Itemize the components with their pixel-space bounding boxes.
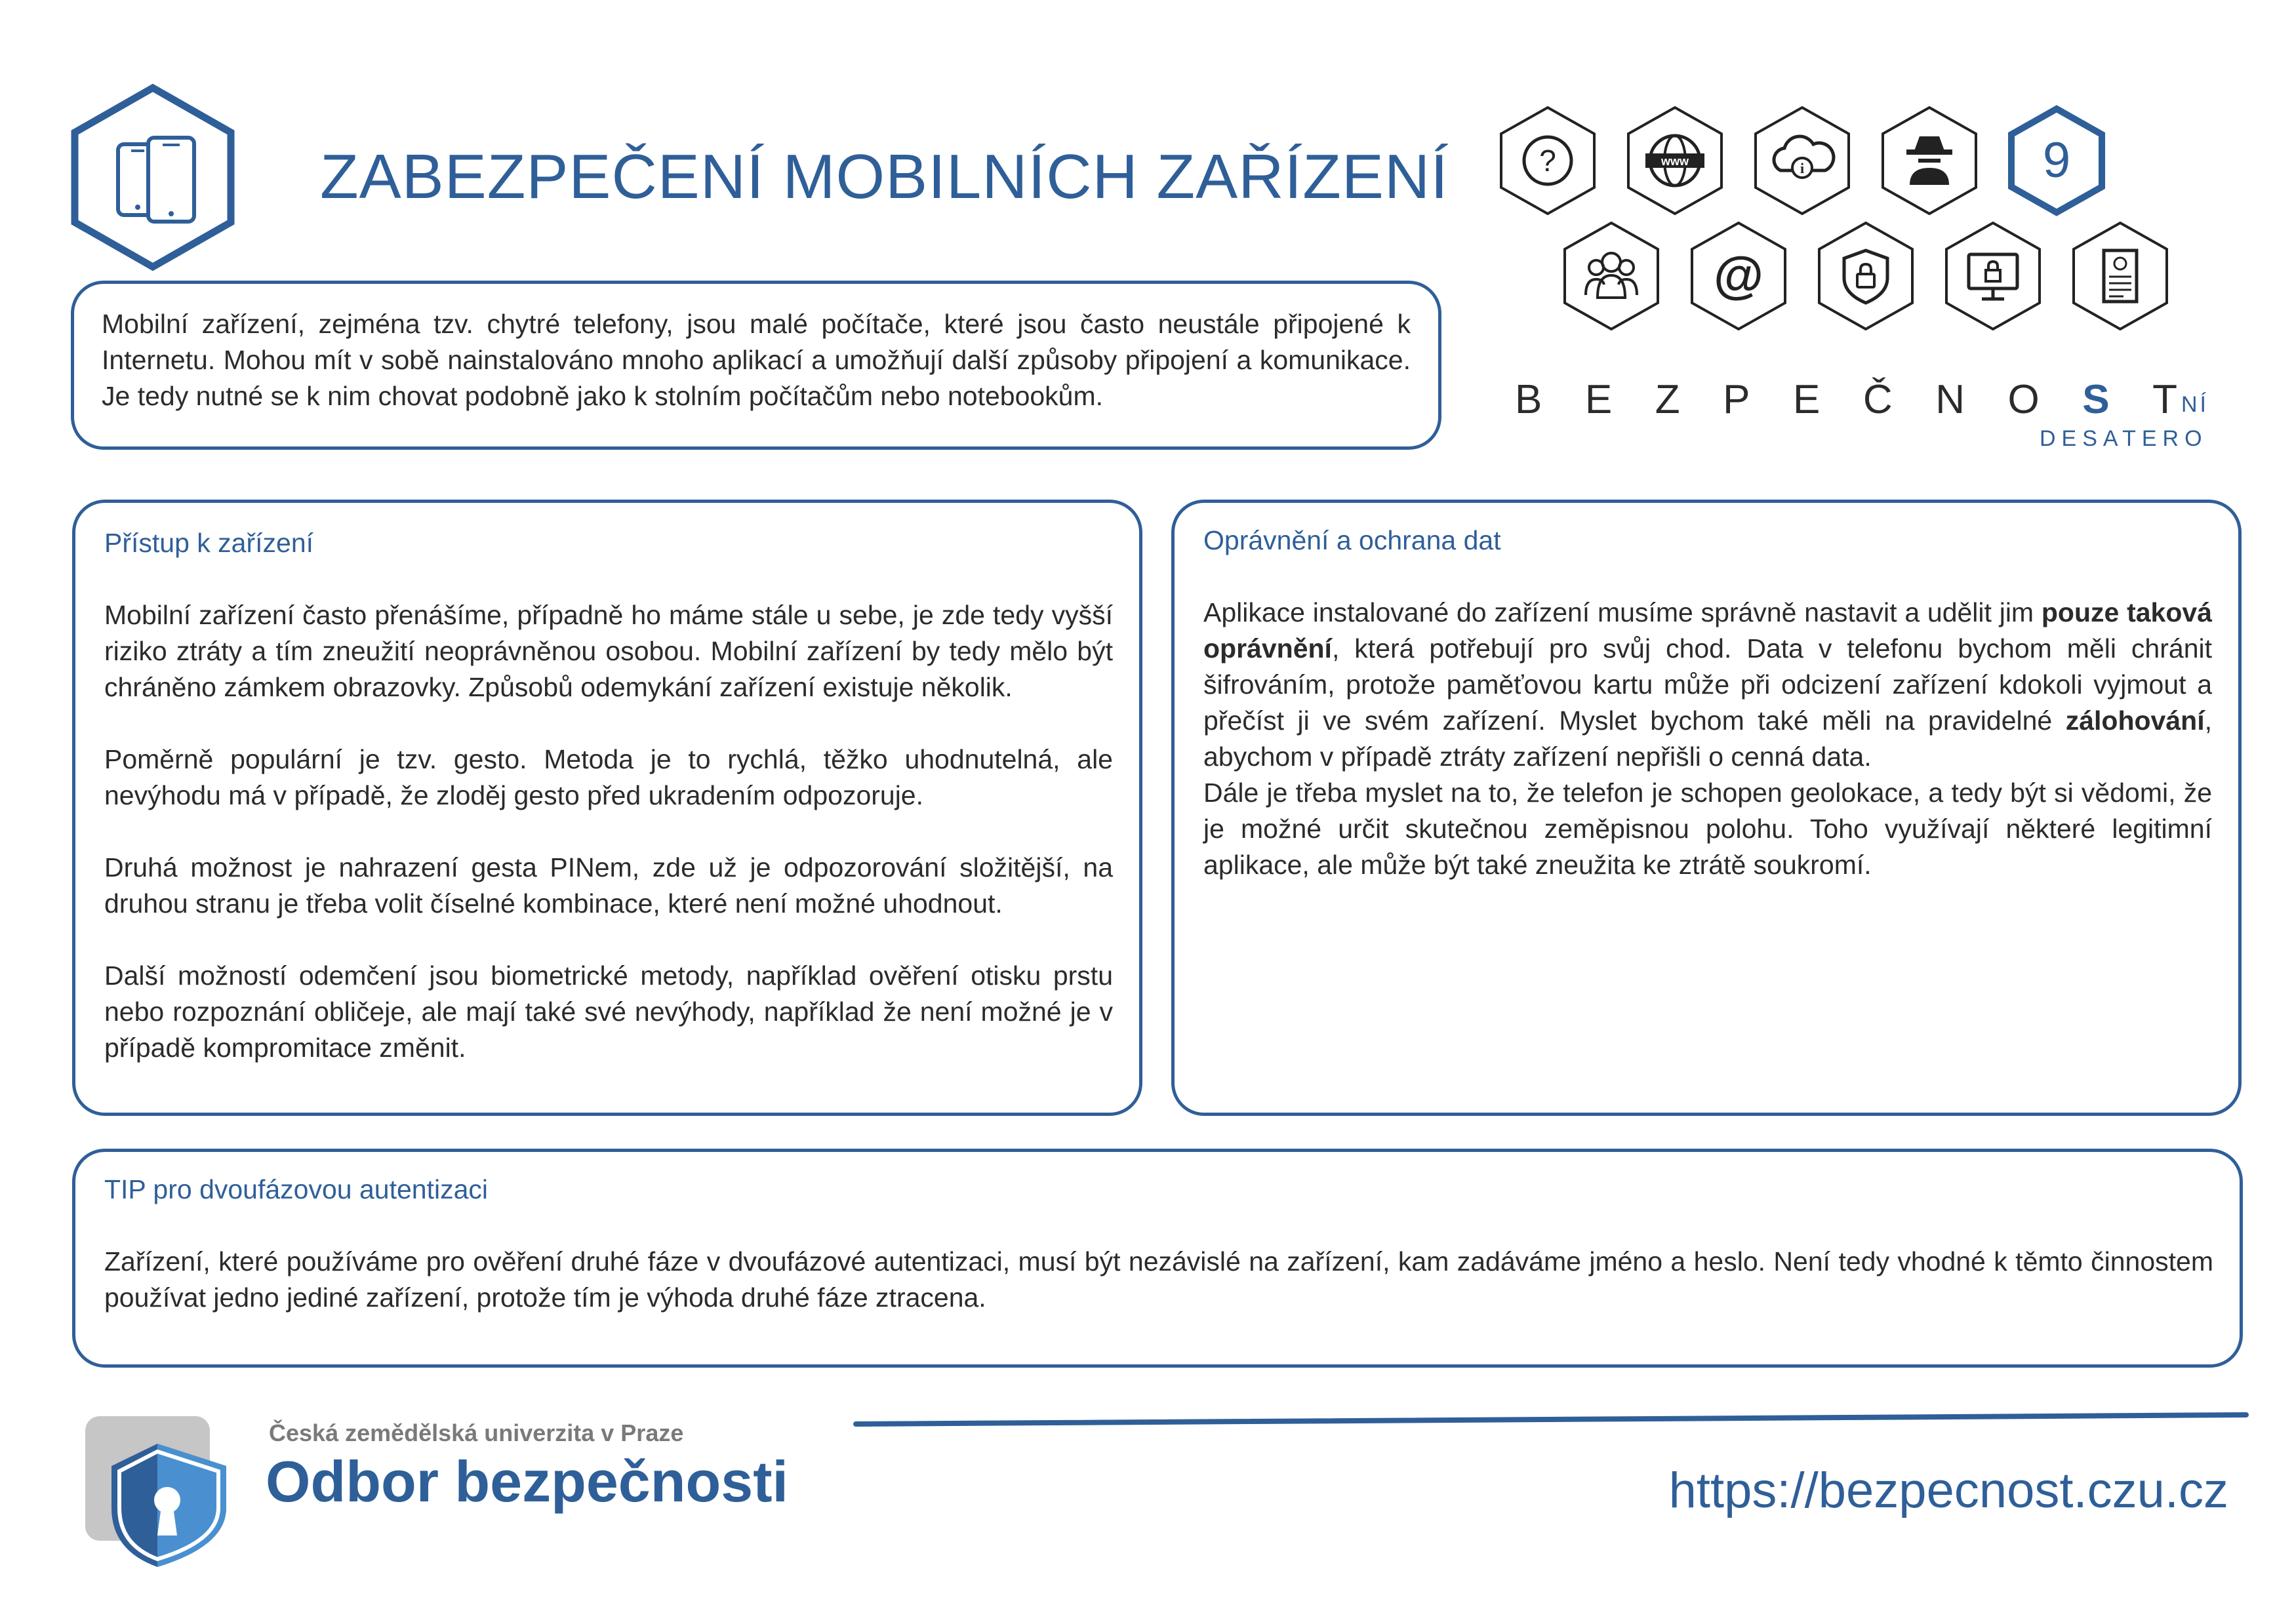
brand-suffix: NÍ (2181, 392, 2209, 417)
brand-letter: Z (1655, 377, 1680, 422)
paragraph: Další možností odemčení jsou biometrické metody, například ověření otisku prstu nebo rozpoznání obličeje, ale mají také své nevýhody, například že není možné je v případě kompromitace změnit. (104, 961, 1113, 1063)
university-name: Česká zemědělská univerzita v Praze (269, 1419, 684, 1446)
svg-text:9: 9 (2042, 132, 2071, 188)
brand-letter: E (1584, 377, 1613, 422)
emphasis: pouze taková oprávnění (1203, 597, 2213, 663)
brand-letter: Č (1862, 377, 1893, 422)
www-globe-icon (1626, 105, 1724, 216)
brand-letter: P (1723, 377, 1750, 422)
document-certificate-icon (2071, 220, 2169, 332)
brand-letter-highlight: S (2082, 377, 2110, 422)
section-title: TIP pro dvoufázovou autentizaci (104, 1174, 488, 1204)
brand-letter: T (2152, 377, 2177, 422)
tip-section (72, 1149, 2243, 1368)
brand-letter: B (1515, 377, 1542, 422)
cloud-info-icon (1753, 105, 1851, 216)
intro-text: Mobilní zařízení, zejména tzv. chytré telefony, jsou malé počítače, které jsou často neustále připojené k Internetu. Mohou mít v sobě nainstalováno mnoho aplikací a umožňují další způsoby připojení a komunikace. Je tedy nutné se k nim chovat podobně jako k stolním počítačům nebo notebookům. (102, 309, 1411, 411)
brand-letter: N (1935, 377, 1965, 422)
paragraph: Poměrně populární je tzv. gesto. Metoda je to rychlá, těžko uhodnutelná, ale nevýhodu má v případě, že zloděj gesto před ukradením odpozoruje. (104, 744, 1113, 810)
topic-badges (1499, 105, 2187, 334)
monitor-lock-icon (1944, 220, 2042, 332)
group-people-icon (1562, 220, 1660, 332)
svg-text:?: ? (1539, 144, 1556, 178)
at-sign-icon (1689, 220, 1788, 332)
department-name: Odbor bezpečnosti (266, 1449, 788, 1514)
svg-text:www: www (1660, 155, 1689, 168)
footer-divider (853, 1410, 2249, 1429)
paragraph: Zařízení, které používáme pro ověření druhé fáze v dvoufázové autentizaci, musí být nezávislé na zařízení, kam zadáváme jméno a heslo. Není tedy vhodné k těmto činnostem používat jedno jediné zařízení, protože tím je výhoda druhé fáze ztracena. (104, 1246, 2213, 1313)
paragraph: Druhá možnost je nahrazení gesta PINem, zde už je odpozorování složitější, na druhou stranu je třeba volit číselné kombinace, které není možné uhodnout. (104, 852, 1113, 919)
brand-wordmark (1515, 374, 2177, 426)
paragraph: Dále je třeba myslet na to, že telefon je schopen geolokace, a tedy být si vědomi, že je možné určit skutečnou zeměpisnou polohu. Toho využívají některé legitimní aplikace, ale může být také zneužita ke ztrátě soukromí. (1203, 778, 2212, 880)
svg-text:@: @ (1713, 246, 1764, 304)
intro-box (71, 281, 1441, 450)
mobile-devices-icon (71, 84, 235, 271)
emphasis: zálohování (2065, 705, 2205, 736)
brand-letter: O (2007, 377, 2040, 422)
section-title: Přístup k zařízení (104, 528, 314, 558)
question-icon (1499, 105, 1597, 216)
permissions-section (1171, 500, 2242, 1116)
svg-text:i: i (1800, 160, 1805, 176)
section-title: Oprávnění a ochrana dat (1203, 525, 1501, 555)
shield-lock-icon (1817, 220, 1915, 332)
website-link[interactable]: https://bezpecnost.czu.cz (1668, 1463, 2228, 1518)
shield-keyhole-icon (85, 1416, 230, 1567)
number-badge (2007, 105, 2106, 216)
paragraph: Mobilní zařízení často přenášíme, případně ho máme stále u sebe, je zde tedy vyšší riziko ztráty a tím zneužití neoprávněnou osobou. Mobilní zařízení by tedy mělo být chráněno zámkem obrazovky. Způsobů odemykání zařízení existuje několik. (104, 600, 1113, 702)
page-title: ZABEZPEČENÍ MOBILNÍCH ZAŘÍZENÍ (320, 142, 1449, 212)
access-section (72, 500, 1142, 1116)
brand-letter: E (1793, 377, 1821, 422)
spy-icon (1880, 105, 1979, 216)
paragraph: Aplikace instalované do zařízení musíme správně nastavit a udělit jim pouze taková oprávnění, která potřebují pro svůj chod. Data v telefonu bychom měli chránit šifrováním, protože paměťovou kartu může při odcizení zařízení kdokoli vyjmout a přečíst ji ve svém zařízení. Myslet bychom také měli na pravidelné zálohování, abychom v případě ztráty zařízení nepřišli o cenná data. (1203, 597, 2213, 772)
brand-subtitle: DESATERO (2040, 426, 2208, 451)
